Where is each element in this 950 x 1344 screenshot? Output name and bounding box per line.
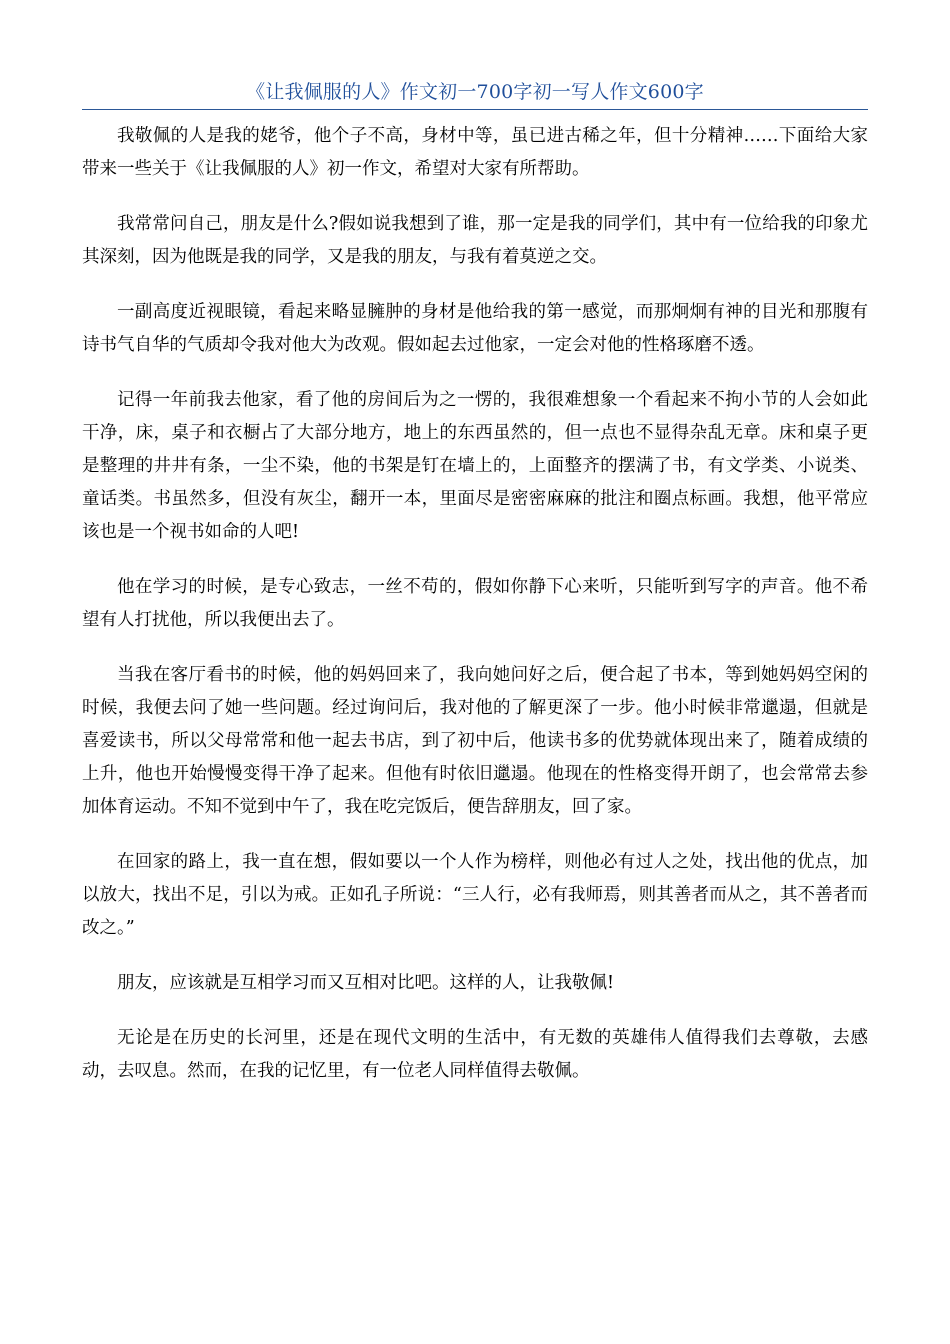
paragraph: 我常常问自己，朋友是什么?假如说我想到了谁，那一定是我的同学们，其中有一位给我的印象尤其深刻，因为他既是我的同学，又是我的朋友，与我有着莫逆之交。: [82, 214, 868, 267]
paragraph: 朋友，应该就是互相学习而又互相对比吧。这样的人，让我敬佩!: [117, 973, 615, 993]
article-body: [82, 120, 868, 1110]
paragraph: 我敬佩的人是我的姥爷，他个子不高，身材中等，虽已进古稀之年，但十分精神……下面给大家带来一些关于《让我佩服的人》初一作文，希望对大家有所帮助。: [82, 126, 868, 179]
paragraph: 他在学习的时候，是专心致志，一丝不苟的，假如你静下心来听，只能听到写字的声音。他不希望有人打扰他，所以我便出去了。: [82, 577, 868, 630]
page-header: [82, 78, 868, 110]
paragraph: 记得一年前我去他家，看了他的房间后为之一愣的，我很难想象一个看起来不拘小节的人会如此干净，床，桌子和衣橱占了大部分地方，地上的东西虽然的，但一点也不显得杂乱无章。床和桌子更是整理的井井有条，一尘不染，他的书架是钉在墙上的，上面整齐的摆满了书，有文学类、小说类、童话类。书虽然多，但没有灰尘，翻开一本，里面尽是密密麻麻的批注和圈点标画。我想，他平常应该也是一个视书如命的人吧!: [82, 390, 868, 542]
paragraph: 在回家的路上，我一直在想，假如要以一个人作为榜样，则他必有过人之处，找出他的优点，加以放大，找出不足，引以为戒。正如孔子所说：“三人行，必有我师焉，则其善者而从之，其不善者而改之。”: [82, 852, 868, 938]
paragraph: 无论是在历史的长河里，还是在现代文明的生活中，有无数的英雄伟人值得我们去尊敬，去感动，去叹息。然而，在我的记忆里，有一位老人同样值得去敬佩。: [82, 1028, 868, 1081]
page-title: 《让我佩服的人》作文初一700字初一写人作文600字: [246, 81, 704, 103]
paragraph: 一副高度近视眼镜，看起来略显臃肿的身材是他给我的第一感觉，而那炯炯有神的目光和那腹有诗书气自华的气质却令我对他大为改观。假如起去过他家，一定会对他的性格琢磨不透。: [82, 302, 868, 355]
paragraph: 当我在客厅看书的时候，他的妈妈回来了，我向她问好之后，便合起了书本，等到她妈妈空闲的时候，我便去问了她一些问题。经过询问后，我对他的了解更深了一步。他小时候非常邋遢，但就是喜爱读书，所以父母常常和他一起去书店，到了初中后，他读书多的优势就体现出来了，随着成绩的上升，他也开始慢慢变得干净了起来。但他有时依旧邋遢。他现在的性格变得开朗了，也会常常去参加体育运动。不知不觉到中午了，我在吃完饭后，便告辞朋友，回了家。: [82, 665, 868, 817]
